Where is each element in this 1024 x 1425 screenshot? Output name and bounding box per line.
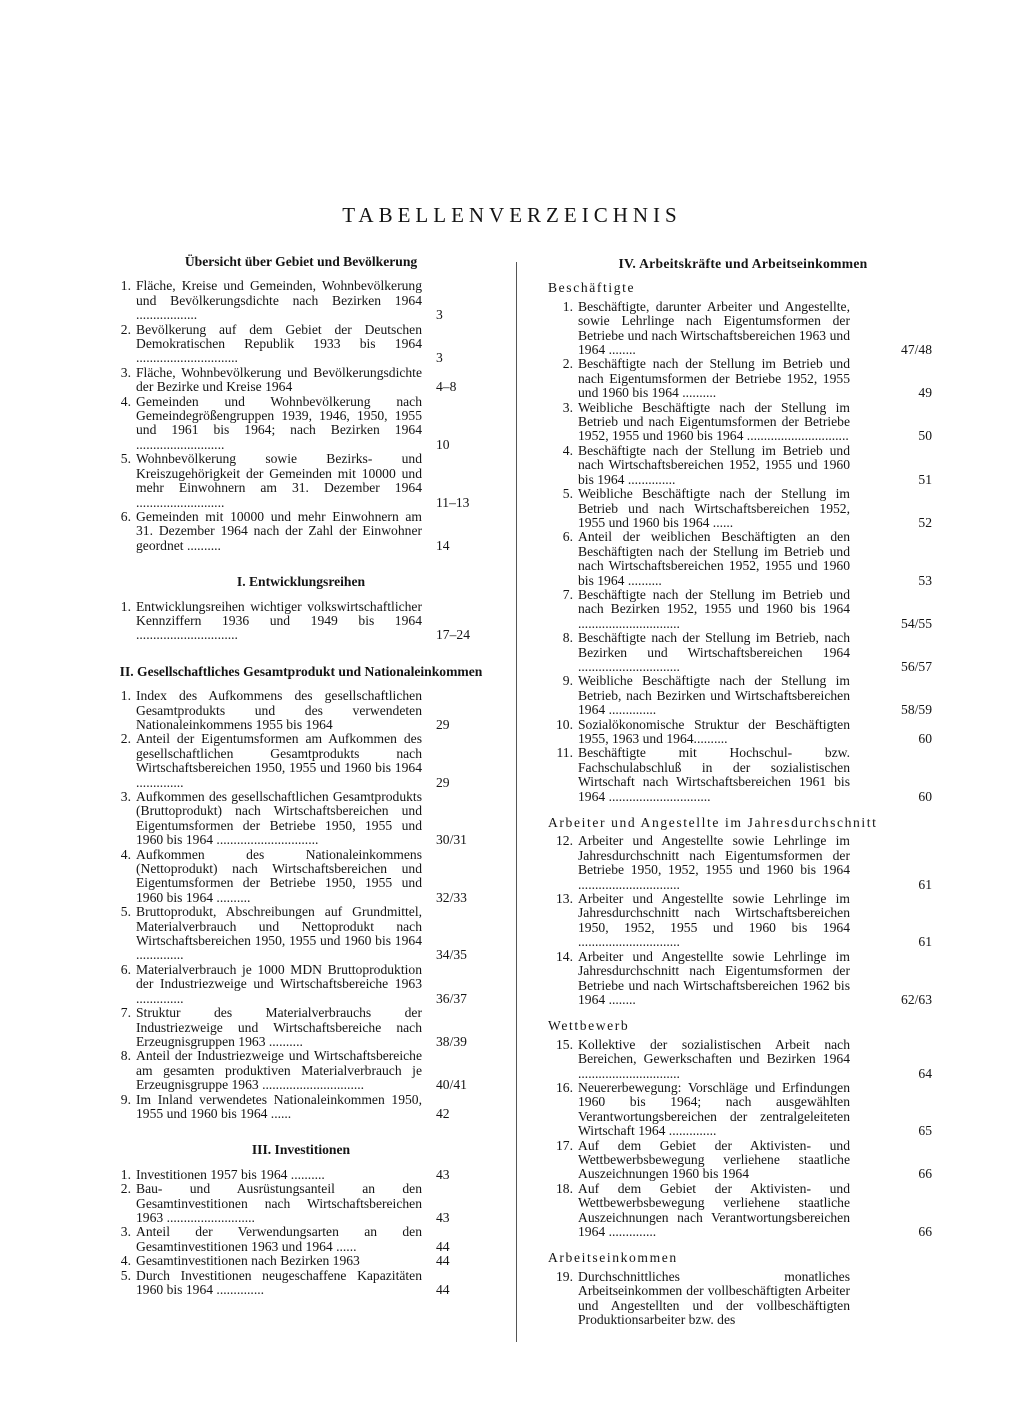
toc-section [106,575,496,643]
entry-title: Entwicklungsreihen wichtiger volkswirtschaftlicher Kennziffern 1936 und 1949 bis 1964 .............................. [136,598,422,643]
entry-title: Weibliche Beschäftigte nach der Stellung im Betrieb, nach Bezirken und Wirtschaftsbereichen 1964 .............. [578,673,850,718]
toc-entry [548,357,938,400]
entry-number: 15. [556,1036,573,1052]
entry-page: 3 [436,350,443,366]
entry-page: 34/35 [436,947,467,963]
toc-entry [548,487,938,530]
entry-page: 47/48 [901,342,932,358]
toc-subsection [548,1019,938,1239]
toc-entry [106,1254,496,1268]
toc-entry [106,395,496,453]
entry-title: Auf dem Gebiet der Aktivisten- und Wettbewerbsbewegung verliehene staatliche Auszeichnungen nach Verantwortungsbereichen 1964 .............. [578,1180,850,1239]
entry-title: Beschäftigte, darunter Arbeiter und Angestellte, sowie Lehrlinge nach Eigentumsformen der Betriebe und nach Wirtschaftsbereichen 1963 und 1964 ........ [578,298,850,358]
entry-title: Arbeiter und Angestellte sowie Lehrlinge im Jahresdurchschnitt nach Wirtschaftsbereichen 1950, 1952, 1955 und 1960 bis 1964 .............................. [578,891,850,950]
toc-entry [548,950,938,1008]
section-heading: III. Investitionen [251,1142,351,1158]
toc-entry [548,1081,938,1139]
entry-title: Gemeinden und Wohnbevölkerung nach Gemeindegrößengruppen 1939, 1946, 1950, 1955 und 1961 bis 1964; nach Bezirken 1964 .......................... [136,393,422,452]
entry-page: 60 [918,731,932,746]
subsection-heading: Arbeiter und Angestellte im Jahresdurchschnitt [548,815,878,831]
toc-entry [106,323,496,366]
entry-page: 44 [436,1282,450,1297]
entry-page: 36/37 [436,990,467,1006]
entry-page: 3 [436,307,443,323]
column-divider [516,262,517,1342]
toc-entry [548,1038,938,1081]
entry-page: 58/59 [901,702,932,718]
section-heading: II. Gesellschaftliches Gesamtprodukt und Nationaleinkommen [119,663,483,679]
entry-number: 4. [120,393,131,409]
entry-title: Durch Investitionen neugeschaffene Kapazitäten 1960 bis 1964 .............. [136,1267,422,1297]
entry-number: 2. [562,356,573,372]
entry-number: 1. [562,298,573,314]
right-column [548,257,938,1339]
entry-page: 62/63 [901,991,932,1007]
toc-section [106,255,496,553]
entry-number: 4. [562,442,573,458]
toc-entry [106,279,496,322]
entry-page: 66 [918,1166,932,1182]
entry-number: 4. [120,1253,131,1269]
entry-page: 60 [918,788,932,804]
section-heading: Übersicht über Gebiet und Bevölkerung [184,254,418,269]
entry-page: 50 [918,428,932,444]
subsection-heading: Arbeitseinkommen [548,1250,678,1266]
left-column [106,255,496,1319]
entry-number: 6. [120,508,131,524]
toc-entry [106,510,496,553]
entry-title: Anteil der Eigentumsformen am Aufkommen des gesellschaftlichen Gesamtprodukts nach Wirtschaftsbereichen 1950, 1955 und 1960 bis 1964 .............. [136,731,422,790]
entry-number: 3. [120,1224,131,1240]
entry-page: 40/41 [436,1077,467,1093]
entry-number: 1. [120,278,131,294]
toc-entry [548,1270,938,1328]
entry-title: Im Inland verwendetes Nationaleinkommen 1950, 1955 und 1960 bis 1964 ...... [136,1091,422,1121]
entry-number: 3. [120,789,131,804]
entry-number: 5. [120,1267,131,1283]
toc-entry [548,588,938,631]
entry-title: Bruttoprodukt, Abschreibungen auf Grundmittel, Materialverbrauch und Nettoprodukt nach Wirtschaftsbereichen 1950, 1955 und 1960 bis 1964 .............. [136,904,422,963]
entry-page: 53 [918,572,932,588]
toc-subsection [548,816,938,1007]
entry-title: Anteil der Verwendungsarten an den Gesamtinvestitionen 1963 und 1964 ...... [136,1224,422,1254]
entry-title: Index des Aufkommens des gesellschaftlichen Gesamtprodukts und des verwendeten Nationaleinkommens 1955 bis 1964 [136,688,422,732]
section-heading: I. Entwicklungsreihen [236,574,366,590]
section-heading: IV. Arbeitskräfte und Arbeitseinkommen [618,256,868,271]
entry-number: 6. [120,961,131,977]
entry-title: Weibliche Beschäftigte nach der Stellung im Betrieb und nach Eigentumsformen der Betriebe 1952, 1955 und 1960 bis 1964 .............................. [578,399,850,444]
toc-entry [106,600,496,643]
entry-title: Beschäftigte nach der Stellung im Betrieb, nach Bezirken und Wirtschaftsbereichen 1964 .............................. [578,630,850,674]
entry-page: 66 [918,1224,932,1239]
entry-page: 51 [918,471,932,487]
entry-number: 8. [562,630,573,646]
entry-number: 2. [120,1181,131,1197]
entry-number: 6. [562,529,573,545]
entry-number: 14. [556,948,573,964]
entry-page: 54/55 [901,615,932,631]
entry-title: Aufkommen des Nationaleinkommens (Nettoprodukt) nach Wirtschaftsbereichen und Eigentumsformen der Betriebe 1950, 1955 und 1960 bis 1964 .......... [136,846,422,905]
toc-entry [106,689,496,732]
entry-number: 9. [562,673,573,689]
entry-number: 19. [556,1268,573,1284]
toc-entry [106,1225,496,1254]
entry-title: Gemeinden mit 10000 und mehr Einwohnern am 31. Dezember 1964 nach der Zahl der Einwohner geordnet .......... [136,508,422,553]
entry-number: 7. [562,586,573,602]
toc-entry [548,674,938,717]
subsection-heading: Wettbewerb [548,1018,630,1034]
entry-number: 3. [562,399,573,415]
toc-entry [548,834,938,892]
entry-number: 1. [120,688,131,704]
toc-entry [548,1139,938,1182]
entry-number: 3. [120,364,131,380]
entry-page: 44 [436,1238,450,1254]
entry-page: 61 [918,934,932,950]
entry-title: Auf dem Gebiet der Aktivisten- und Wettbewerbsbewegung verliehene staatliche Auszeichnungen 1960 bis 1964 [578,1137,850,1182]
toc-entry [548,892,938,950]
toc-section [106,1143,496,1297]
toc-entry [548,631,938,674]
entry-page: 64 [918,1065,932,1081]
toc-entry [106,1093,496,1122]
entry-title: Materialverbrauch je 1000 MDN Bruttoproduktion der Industriezweige und Wirtschaftsbereiche 1963 .............. [136,961,422,1006]
entry-number: 17. [556,1137,573,1153]
entry-title: Investitionen 1957 bis 1964 .......... [136,1166,325,1182]
toc-entry [106,905,496,963]
toc-entry [106,366,496,395]
toc-entry [548,530,938,588]
entry-number: 16. [556,1079,573,1095]
entry-page: 14 [436,537,450,553]
toc-entry [548,746,938,804]
toc-entry [106,848,496,906]
entry-number: 18. [556,1180,573,1196]
entry-number: 1. [120,598,131,614]
entry-page: 56/57 [901,658,932,674]
toc-entry [548,1182,938,1240]
entry-number: 1. [120,1166,131,1182]
toc-subsection [548,281,938,804]
entry-page: 49 [918,385,932,401]
entry-page: 43 [436,1166,450,1182]
entry-page: 17–24 [436,627,470,643]
entry-number: 2. [120,731,131,747]
entry-title: Arbeiter und Angestellte sowie Lehrlinge im Jahresdurchschnitt nach Eigentumsformen der Betriebe und nach Wirtschaftsbereichen 1962 bis 1964 ........ [578,948,850,1007]
entry-page: 32/33 [436,889,467,905]
toc-entry [106,452,496,510]
entry-title: Durchschnittliches monatliches Arbeitseinkommen der vollbeschäftigten Arbeiter und Angestellten und der vollbeschäftigten Produktionsarbeiter bzw. des [578,1268,850,1328]
entry-title: Neuererbewegung: Vorschläge und Erfindungen 1960 bis 1964; nach ausgewählten Verantwortungsbereichen der zentralgeleiteten Wirtschaft 1964 .............. [578,1079,850,1139]
entry-title: Fläche, Kreise und Gemeinden, Wohnbevölkerung und Bevölkerungsdichte nach Bezirken 1964 .................. [136,278,422,323]
entry-page: 42 [436,1105,450,1121]
entry-title: Fläche, Wohnbevölkerung und Bevölkerungsdichte der Bezirke und Kreise 1964 [136,364,422,395]
entry-number: 10. [556,716,573,732]
entry-page: 61 [918,876,932,892]
entry-title: Weibliche Beschäftigte nach der Stellung im Betrieb und nach Wirtschaftsbereichen 1952, 1955 und 1960 bis 1964 ...... [578,486,850,530]
toc-entry [106,1049,496,1092]
entry-title: Bevölkerung auf dem Gebiet der Deutschen Demokratischen Republik 1933 bis 1964 .............................. [136,321,422,366]
toc-section [106,665,496,1122]
entry-number: 2. [120,321,131,337]
entry-page: 10 [436,436,450,452]
toc-entry [106,963,496,1006]
entry-page: 4–8 [436,379,457,395]
toc-entry [106,1006,496,1049]
entry-title: Arbeiter und Angestellte sowie Lehrlinge im Jahresdurchschnitt nach Eigentumsformen der Betriebe 1950, 1952, 1955 und 1960 bis 1964 .............................. [578,833,850,892]
toc-entry [106,790,496,848]
entry-number: 11. [556,745,573,761]
entry-number: 7. [120,1005,131,1021]
entry-number: 9. [120,1091,131,1107]
entry-page: 29 [436,774,450,790]
entry-page: 44 [436,1253,450,1269]
entry-number: 13. [556,891,573,907]
entry-number: 12. [556,833,573,849]
entry-page: 30/31 [436,832,467,848]
entry-page: 65 [918,1123,932,1139]
entry-title: Wohnbevölkerung sowie Bezirks- und Kreiszugehörigkeit der Gemeinden mit 10000 und mehr Einwohnern am 31. Dezember 1964 .......................... [136,451,422,510]
entry-number: 5. [562,486,573,502]
toc-entry [548,718,938,747]
entry-title: Anteil der weiblichen Beschäftigten an den Beschäftigten nach der Stellung im Betrieb und nach Wirtschaftsbereichen 1952, 1955 und 1960 bis 1964 .......... [578,529,850,588]
toc-entry [106,1182,496,1225]
entry-page: 52 [918,514,932,530]
entry-title: Anteil der Industriezweige und Wirtschaftsbereiche am gesamten produktiven Materialverbrauch je Erzeugnisgruppe 1963 .............................. [136,1048,422,1093]
entry-title: Beschäftigte nach der Stellung im Betrieb und nach Wirtschaftsbereichen 1952, 1955 und 1960 bis 1964 .............. [578,442,850,487]
toc-entry [548,300,938,358]
entry-title: Beschäftigte nach der Stellung im Betrieb und nach Bezirken 1952, 1955 und 1960 bis 1964 .............................. [578,586,850,631]
toc-entry [548,444,938,487]
entry-number: 8. [120,1048,131,1064]
toc-entry [548,401,938,444]
entry-page: 29 [436,716,450,732]
entry-title: Gesamtinvestitionen nach Bezirken 1963 [136,1253,360,1269]
page-title: TABELLENVERZEICHNIS [342,203,682,227]
entry-number: 5. [120,451,131,467]
entry-number: 5. [120,904,131,920]
entry-title: Bau- und Ausrüstungsanteil an den Gesamtinvestitionen nach Wirtschaftsbereichen 1963 .......................... [136,1181,422,1225]
toc-entry [106,1168,496,1182]
toc-entry [106,732,496,790]
entry-page: 43 [436,1209,450,1225]
entry-number: 4. [120,846,131,862]
entry-title: Struktur des Materialverbrauchs der Industriezweige und Wirtschaftsbereiche nach Erzeugnisgruppen 1963 .......... [136,1005,422,1049]
entry-title: Aufkommen des gesellschaftlichen Gesamtprodukts (Bruttoprodukt) nach Wirtschaftsbereichen und Eigentumsformen der Betriebe 1950, 1955 und 1960 bis 1964 .............................. [136,789,422,848]
entry-title: Kollektive der sozialistischen Arbeit nach Bereichen, Gewerkschaften und Bezirken 1964 .............................. [578,1036,850,1081]
entry-page: 38/39 [436,1033,467,1049]
entry-title: Beschäftigte nach der Stellung im Betrieb und nach Eigentumsformen der Betriebe 1952, 1955 und 1960 bis 1964 .......... [578,356,850,401]
entry-title: Sozialökonomische Struktur der Beschäftigten 1955, 1963 und 1964.......... [578,716,850,746]
subsection-heading: Beschäftigte [548,280,636,296]
toc-entry [106,1269,496,1298]
toc-subsection [548,1251,938,1327]
entry-page: 11–13 [436,494,470,510]
entry-title: Beschäftigte mit Hochschul- bzw. Fachschulabschluß in der sozialistischen Wirtschaft nach Wirtschaftsbereichen 1961 bis 1964 .............................. [578,745,850,804]
